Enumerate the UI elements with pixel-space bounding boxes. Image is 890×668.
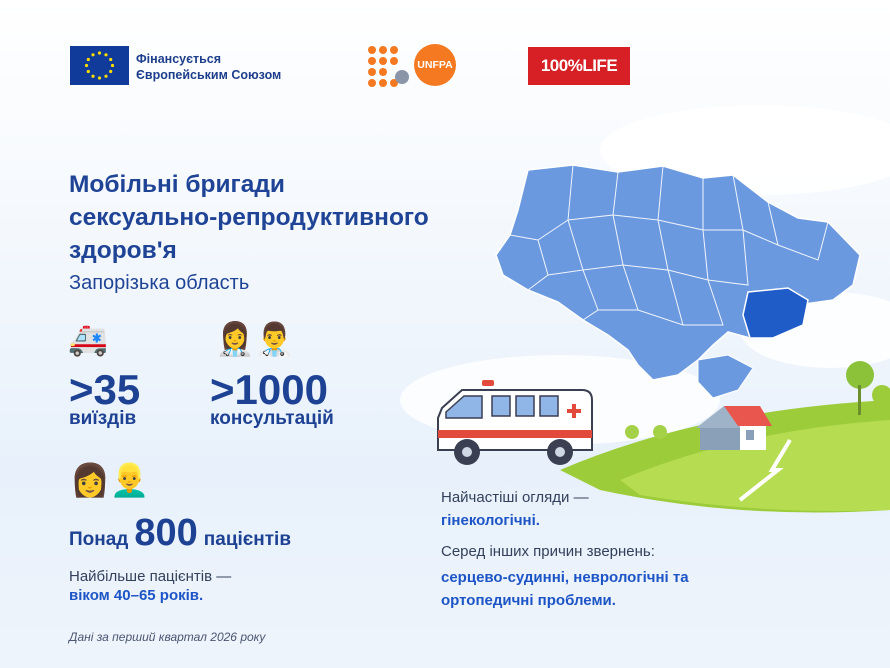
reasons-value: серцево-судинні, неврологічні та ортопедичні проблеми.: [441, 569, 689, 609]
ukraine-map: [488, 160, 868, 400]
patients-value: 800: [134, 512, 198, 554]
title-line-3: здоров'я: [69, 237, 177, 264]
exam-value: гінекологічні.: [441, 512, 540, 529]
ambulance-emoji-icon: 🚑: [68, 321, 108, 357]
age-value: віком 40–65 років.: [69, 587, 204, 604]
consultations-label: консультацій: [210, 408, 334, 429]
eu-flag-logo: [70, 46, 129, 85]
region-subtitle: Запорізька область: [69, 272, 250, 294]
exam-note: Найчастіші огляди —: [441, 489, 589, 506]
age-note: Найбільше пацієнтів —: [69, 568, 232, 585]
unfpa-dots-logo: [366, 44, 410, 88]
consultations-value: >1000: [210, 366, 328, 413]
patients-suffix: пацієнтів: [203, 529, 292, 550]
reasons-note: Серед інших причин звернень:: [441, 543, 655, 560]
title-line-2: сексуально-репродуктивного: [69, 204, 429, 231]
trips-label: виїздів: [69, 408, 137, 429]
zaporizhzhia-region: [743, 288, 808, 338]
eu-funding-text: Фінансується Європейським Союзом: [136, 52, 282, 82]
unfpa-logo: UNFPA: [414, 44, 456, 86]
patients-stat: [69, 512, 291, 555]
trips-value: >35: [69, 366, 141, 413]
footer-note: Дані за перший квартал 2026 року: [69, 630, 266, 644]
page-title: [69, 168, 509, 267]
doctors-emoji-icon: 👩‍⚕️👨‍⚕️: [215, 321, 295, 357]
title-line-1: Мобільні бригади: [69, 171, 285, 198]
100-life-logo: 100%LIFE: [528, 47, 630, 85]
ambulance-illustration: [432, 378, 602, 472]
patients-prefix: Понад: [69, 529, 129, 550]
patients-emoji-icon: 👩👱‍♂️: [70, 462, 150, 498]
